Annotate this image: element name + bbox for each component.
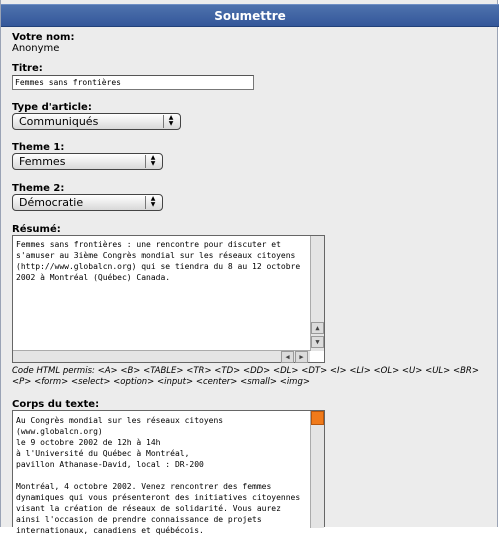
- panel-title: Soumettre: [214, 9, 286, 23]
- arrow-right-icon[interactable]: ▶: [295, 351, 308, 363]
- title-label: Titre:: [12, 63, 43, 74]
- up-down-arrow-icon: ▲ ▼: [163, 115, 178, 128]
- summary-vertical-scrollbar[interactable]: [310, 236, 324, 351]
- up-down-arrow-icon: ▲ ▼: [145, 155, 160, 168]
- arrow-up-icon[interactable]: ▲: [311, 322, 324, 334]
- name-label: Votre nom:: [12, 32, 75, 43]
- scroll-thumb[interactable]: [311, 411, 324, 425]
- title-input[interactable]: Femmes sans frontières: [12, 75, 254, 90]
- body-label: Corps du texte:: [12, 399, 100, 410]
- arrow-down-icon[interactable]: ▼: [311, 336, 324, 348]
- theme1-label: Theme 1:: [12, 142, 65, 153]
- summary-text: Femmes sans frontières : une rencontre pour discuter et s'amuser au 3ième Congrès mondial sur les réseaux citoyens (http://www.globalcn.org) qui se tiendra du 8 au 12 octobre 2002 à Montréal (Québec) Canada.: [16, 240, 305, 282]
- article-type-value: Communiqués: [19, 115, 99, 128]
- theme2-value: Démocratie: [19, 196, 84, 209]
- article-type-label: Type d'article:: [12, 102, 92, 113]
- body-textarea[interactable]: [12, 410, 325, 535]
- up-down-arrow-icon: ▲ ▼: [145, 196, 160, 209]
- theme1-value: Femmes: [19, 155, 66, 168]
- summary-label: Résumé:: [12, 224, 61, 235]
- article-type-select[interactable]: [12, 113, 181, 130]
- name-value: Anonyme: [12, 43, 60, 54]
- summary-textarea[interactable]: [12, 235, 325, 363]
- allowed-html-note: Code HTML permis: <A> <B> <TABLE> <TR> <TD> <DD> <DL> <DT> <I> <LI> <OL> <U> <UL> <BR> <P> <form> <select> <option> <input> <center> <small> <img>: [12, 366, 479, 387]
- body-text: Au Congrès mondial sur les réseaux citoyens (www.globalcn.org) le 9 octobre 2002 de 12h à 14h à l'Université du Québec à Montréal, pavillon Athanase-David, local : DR-200 Montréal, 4 octobre 2002. Venez rencontrer des femmes dynamiques qui vous présenteront des initiatives citoyennes visant la création de réseaux de solidarité. Vous aurez ainsi l'occasion de prendre connaissance de projets internationaux, canadiens et québécois.: [16, 416, 301, 535]
- body-vertical-scrollbar[interactable]: [310, 411, 324, 528]
- panel-header: [1, 4, 499, 27]
- arrow-left-icon[interactable]: ◀: [281, 351, 294, 363]
- theme1-select[interactable]: [12, 153, 163, 170]
- theme2-select[interactable]: [12, 194, 163, 211]
- theme2-label: Theme 2:: [12, 183, 65, 194]
- summary-horizontal-scrollbar[interactable]: [13, 350, 310, 362]
